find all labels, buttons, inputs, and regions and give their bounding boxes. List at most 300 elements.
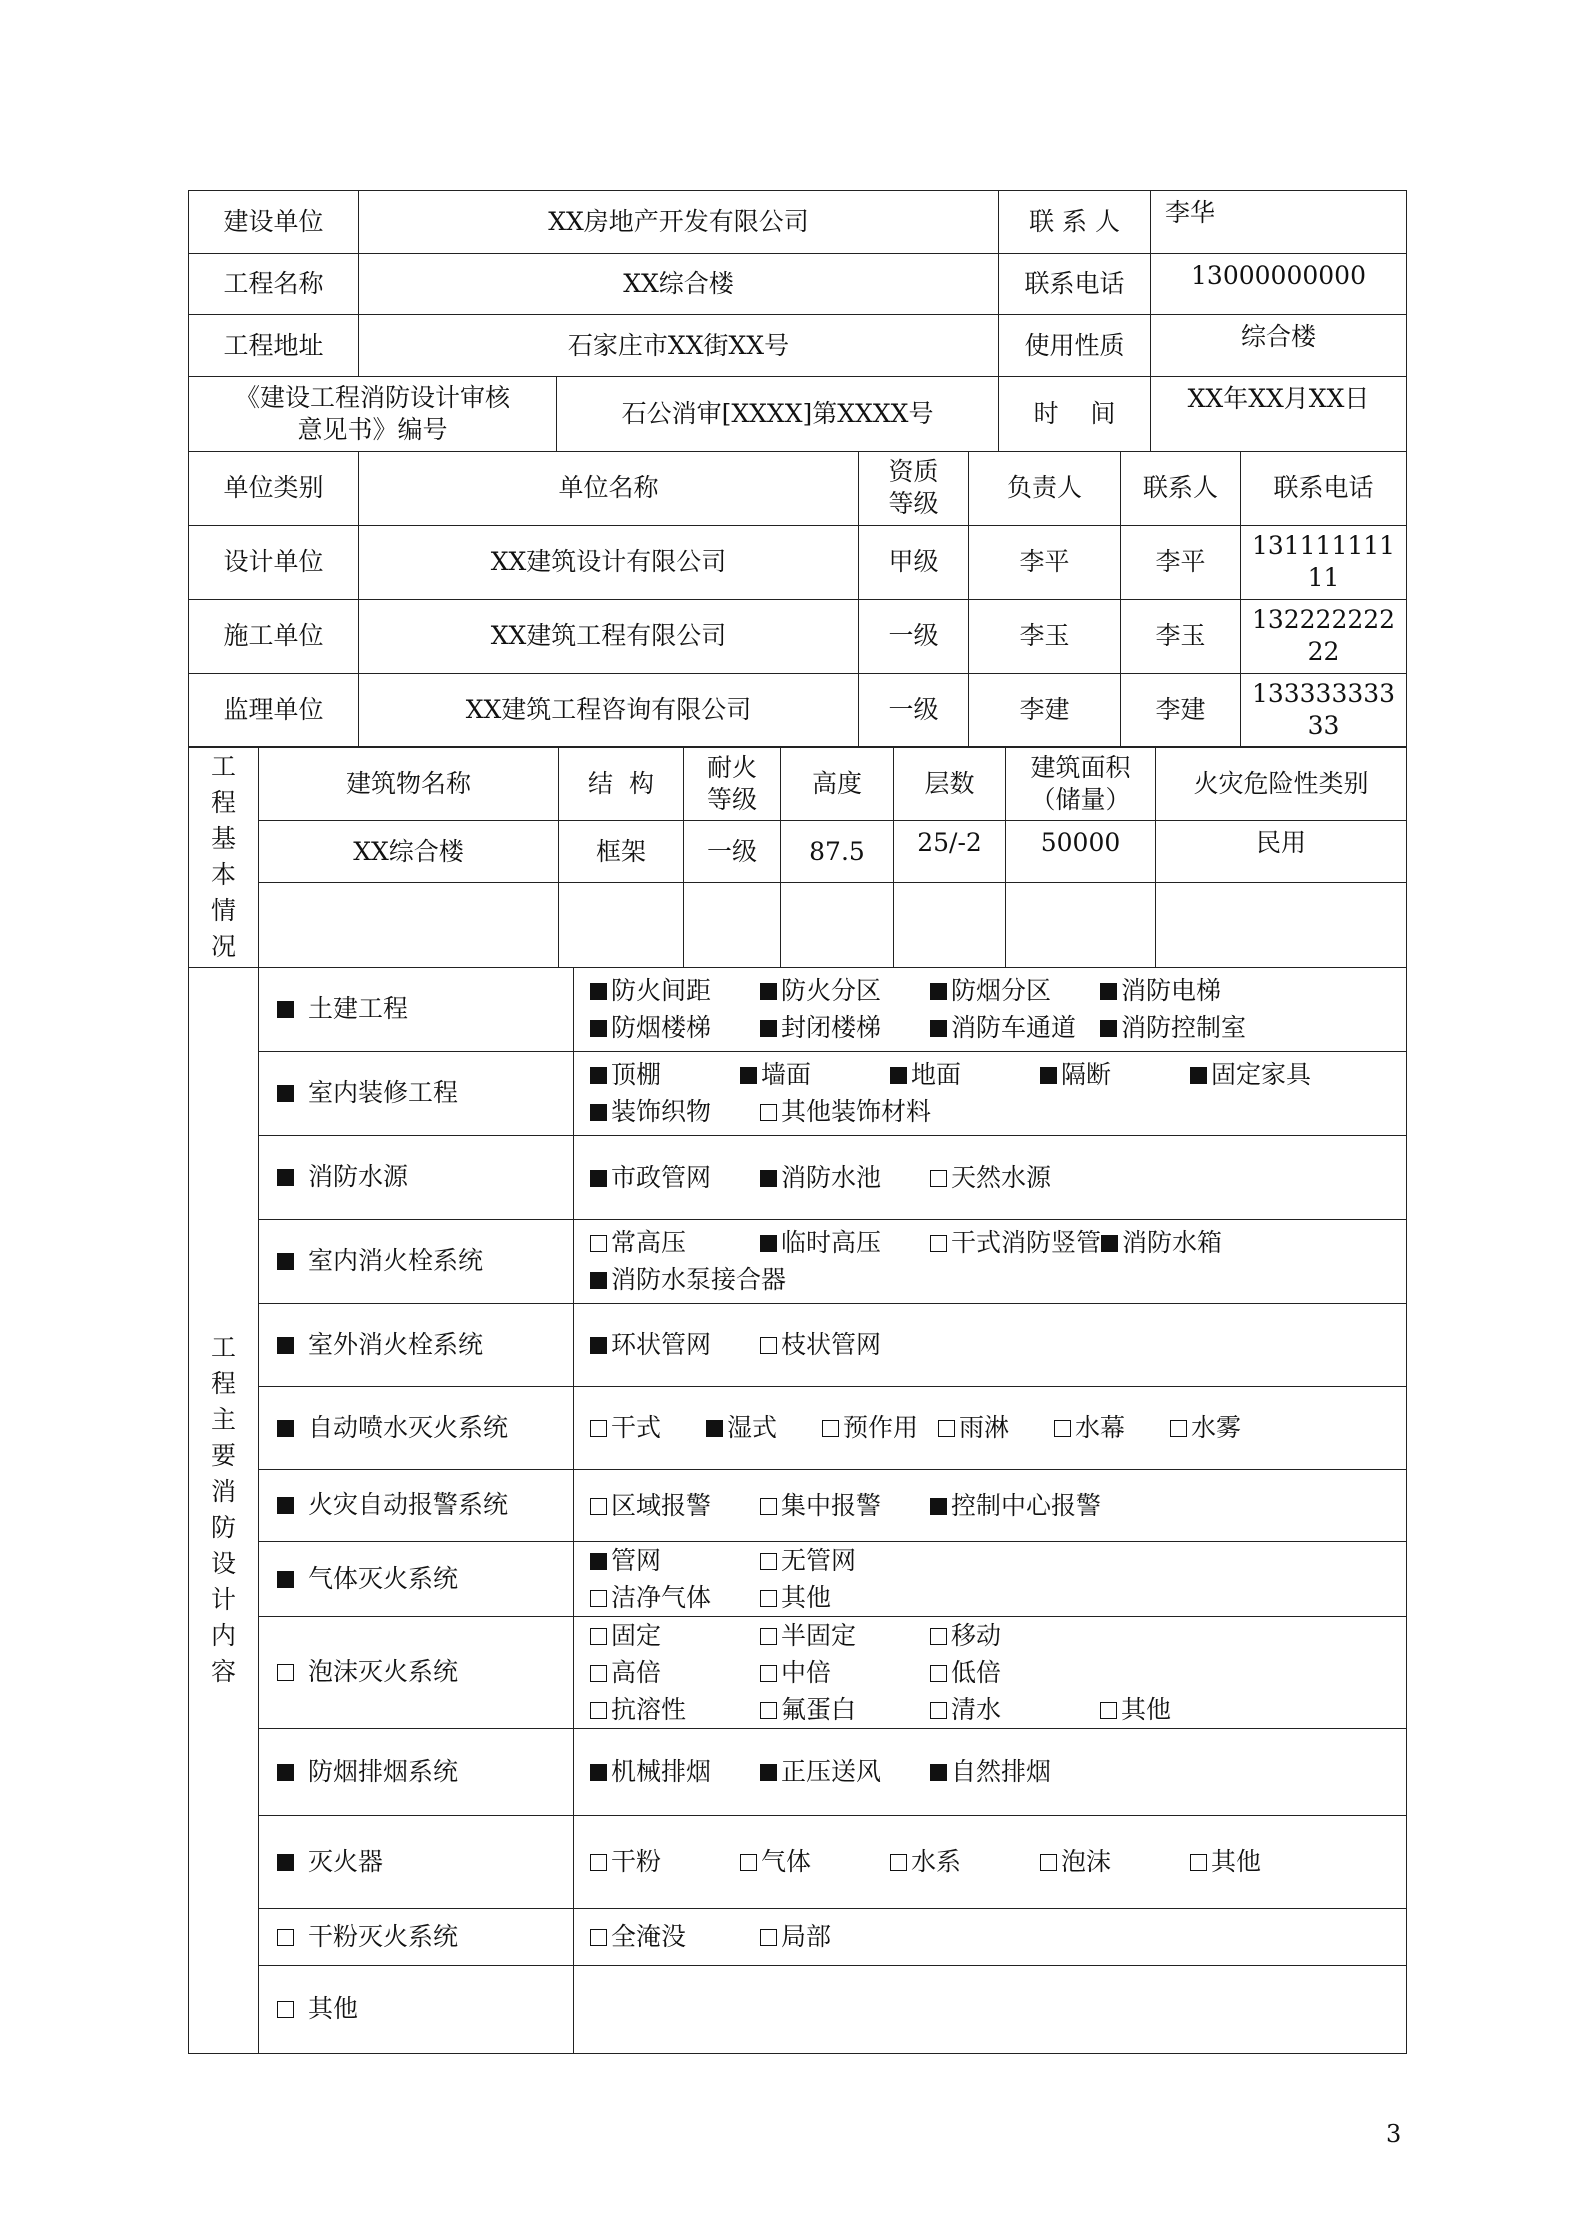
option-label: 雨淋	[959, 1413, 1010, 1442]
time-value: XX年XX月XX日	[1151, 377, 1407, 452]
option-label: 氟蛋白	[781, 1694, 857, 1724]
checked-box-icon[interactable]	[930, 1498, 947, 1515]
option-item[interactable]	[590, 972, 760, 1009]
unchecked-box-icon[interactable]	[760, 1665, 777, 1682]
option-label: 控制中心报警	[951, 1490, 1102, 1520]
design-side-char: 要	[210, 1441, 236, 1470]
unchecked-box-icon[interactable]	[760, 1104, 777, 1121]
checked-box-icon[interactable]	[277, 1420, 294, 1437]
unchecked-box-icon[interactable]	[590, 1420, 607, 1437]
option-item[interactable]	[740, 1843, 890, 1880]
design-side-char: 主	[210, 1405, 236, 1434]
system-label: 自动喷水灭火系统	[308, 1412, 509, 1442]
unit-name: XX建筑工程咨询有限公司	[359, 673, 859, 747]
empty-cell	[781, 883, 894, 968]
option-label: 其他	[1121, 1694, 1172, 1724]
option-item[interactable]	[590, 1918, 760, 1955]
building-name-value: XX综合楼	[259, 821, 559, 883]
option-item[interactable]	[938, 1409, 1054, 1446]
option-label: 干粉	[611, 1847, 662, 1876]
checked-box-icon[interactable]	[760, 1020, 777, 1037]
system-label-cell	[259, 1469, 574, 1541]
time-label: 时 间	[999, 377, 1151, 452]
checked-box-icon[interactable]	[760, 1170, 777, 1187]
opinion-label-line1: 《建设工程消防设计审核	[234, 383, 510, 412]
area-header-line2: （储量）	[1030, 784, 1131, 814]
unchecked-box-icon[interactable]	[930, 1235, 947, 1252]
design-system-row	[189, 1908, 1407, 1965]
system-label: 室外消火栓系统	[308, 1329, 484, 1359]
option-item[interactable]	[760, 1753, 930, 1790]
option-label: 气体	[761, 1847, 812, 1876]
unchecked-box-icon[interactable]	[590, 1498, 607, 1515]
design-system-row	[189, 1219, 1407, 1303]
option-item[interactable]	[760, 1542, 930, 1579]
unit-qualification: 一级	[859, 673, 969, 747]
option-item[interactable]	[1101, 1224, 1271, 1261]
checked-box-icon[interactable]	[930, 1764, 947, 1781]
option-item[interactable]	[760, 1487, 930, 1524]
structure-value: 框架	[559, 821, 684, 883]
unchecked-box-icon[interactable]	[590, 1590, 607, 1607]
option-item[interactable]	[706, 1409, 822, 1446]
design-system-row	[189, 1135, 1407, 1219]
system-label: 气体灭火系统	[308, 1563, 459, 1593]
system-options-cell	[574, 1616, 1407, 1728]
option-line	[590, 1753, 1406, 1790]
builder-value: XX房地产开发有限公司	[359, 191, 999, 254]
system-label-cell	[259, 1815, 574, 1908]
unchecked-box-icon[interactable]	[930, 1628, 947, 1645]
option-label: 泡沫	[1061, 1847, 1112, 1876]
hazard-value: 民用	[1156, 821, 1407, 883]
option-item[interactable]	[1100, 1009, 1270, 1046]
checked-box-icon[interactable]	[590, 1020, 607, 1037]
building-table	[188, 746, 1407, 968]
option-item[interactable]	[1040, 1843, 1190, 1880]
option-label: 半固定	[781, 1620, 857, 1650]
system-options-cell	[574, 1815, 1407, 1908]
option-label: 湿式	[727, 1413, 778, 1442]
option-item[interactable]	[822, 1409, 938, 1446]
page-number: 3	[1386, 2120, 1402, 2148]
unit-contact: 李玉	[1121, 599, 1241, 673]
option-label: 固定家具	[1211, 1060, 1312, 1089]
unchecked-box-icon[interactable]	[590, 1929, 607, 1946]
unchecked-box-icon[interactable]	[277, 1664, 294, 1681]
option-label: 地面	[911, 1060, 962, 1089]
option-label: 消防水池	[781, 1162, 882, 1192]
option-label: 临时高压	[781, 1228, 882, 1257]
option-label: 预作用	[843, 1413, 919, 1442]
option-item[interactable]	[930, 1009, 1100, 1046]
system-label: 土建工程	[308, 994, 409, 1023]
checked-box-icon[interactable]	[930, 1020, 947, 1037]
option-item[interactable]	[590, 1753, 760, 1790]
area-header-line1: 建筑面积	[1030, 752, 1131, 782]
option-label: 墙面	[761, 1060, 812, 1089]
fire-rating-header-line2: 等级	[706, 784, 757, 814]
unit-row	[189, 673, 1407, 747]
unchecked-box-icon[interactable]	[938, 1420, 955, 1437]
option-label: 装饰织物	[611, 1097, 712, 1126]
unchecked-box-icon[interactable]	[760, 1590, 777, 1607]
system-label-cell	[259, 1965, 574, 2053]
unit-leader: 李建	[969, 673, 1121, 747]
option-label: 其他	[781, 1582, 832, 1612]
option-item[interactable]	[590, 1056, 740, 1093]
form-sheet	[188, 190, 1406, 2043]
unit-name: XX建筑工程有限公司	[359, 599, 859, 673]
floors-value: 25/-2	[894, 821, 1006, 883]
checked-box-icon[interactable]	[277, 1337, 294, 1354]
option-line	[590, 1691, 1406, 1728]
checked-box-icon[interactable]	[590, 1104, 607, 1121]
option-item[interactable]	[590, 1409, 706, 1446]
option-item[interactable]	[1100, 1691, 1270, 1728]
option-item[interactable]	[760, 1579, 930, 1616]
option-item[interactable]	[590, 1843, 740, 1880]
unchecked-box-icon[interactable]	[590, 1665, 607, 1682]
option-item[interactable]	[930, 1617, 1100, 1654]
unchecked-box-icon[interactable]	[1040, 1854, 1057, 1871]
checked-box-icon[interactable]	[277, 1001, 294, 1018]
option-label: 顶棚	[611, 1060, 662, 1089]
option-label: 水雾	[1191, 1413, 1242, 1442]
option-item[interactable]	[760, 1009, 930, 1046]
design-system-row	[189, 1728, 1407, 1815]
unit-category: 监理单位	[189, 673, 359, 747]
basic-side-char: 基	[210, 824, 236, 853]
design-table	[188, 967, 1407, 2054]
system-label-cell	[259, 967, 574, 1051]
option-item[interactable]	[930, 1753, 1100, 1790]
checked-box-icon[interactable]	[277, 1764, 294, 1781]
option-item[interactable]	[1190, 1056, 1340, 1093]
unchecked-box-icon[interactable]	[930, 1665, 947, 1682]
system-label-cell	[259, 1908, 574, 1965]
system-label: 泡沫灭火系统	[308, 1657, 459, 1686]
option-item[interactable]	[1054, 1409, 1170, 1446]
option-label: 洁净气体	[611, 1582, 712, 1612]
option-label: 管网	[611, 1545, 662, 1575]
option-item[interactable]	[760, 1326, 930, 1363]
option-label: 市政管网	[611, 1162, 712, 1192]
unit-phone-phone-line1: 132222222	[1251, 605, 1396, 634]
option-line	[590, 1654, 1406, 1691]
option-item[interactable]	[590, 1093, 760, 1130]
option-item[interactable]	[760, 1159, 930, 1196]
option-line	[590, 1056, 1406, 1093]
option-item[interactable]	[590, 1009, 760, 1046]
system-options-cell	[574, 1135, 1407, 1219]
system-options-cell	[574, 1541, 1407, 1616]
empty-cell	[684, 883, 781, 968]
checked-box-icon[interactable]	[277, 1085, 294, 1102]
checked-box-icon[interactable]	[1100, 983, 1117, 1000]
unchecked-box-icon[interactable]	[822, 1420, 839, 1437]
option-label: 机械排烟	[611, 1757, 712, 1786]
option-line	[590, 1617, 1406, 1654]
design-system-row	[189, 1965, 1407, 2053]
qualification-header-line1: 资质	[888, 457, 939, 486]
unit-phone-phone-line1: 131111111	[1251, 531, 1396, 560]
option-item[interactable]	[760, 972, 930, 1009]
fire-rating-header-line1: 耐火	[706, 752, 757, 782]
checked-box-icon[interactable]	[740, 1067, 757, 1084]
area-value: 50000	[1006, 821, 1156, 883]
height-value: 87.5	[781, 821, 894, 883]
checked-box-icon[interactable]	[590, 1337, 607, 1354]
checked-box-icon[interactable]	[890, 1067, 907, 1084]
option-line	[590, 1487, 1406, 1524]
option-item[interactable]	[930, 1654, 1100, 1691]
option-item[interactable]	[1170, 1409, 1286, 1446]
option-label: 封闭楼梯	[781, 1013, 882, 1042]
option-item[interactable]	[1100, 972, 1270, 1009]
system-options-cell	[574, 1051, 1407, 1135]
checked-box-icon[interactable]	[706, 1420, 723, 1437]
checked-box-icon[interactable]	[760, 1764, 777, 1781]
checked-box-icon[interactable]	[930, 983, 947, 1000]
opinion-label-line2: 意见书》编号	[297, 415, 448, 444]
option-label: 消防控制室	[1121, 1013, 1247, 1042]
unit-category: 设计单位	[189, 525, 359, 599]
unchecked-box-icon[interactable]	[590, 1854, 607, 1871]
unit-phone	[1241, 599, 1407, 673]
option-label: 消防水箱	[1122, 1228, 1223, 1257]
checked-box-icon[interactable]	[1100, 1020, 1117, 1037]
option-item[interactable]	[760, 1654, 930, 1691]
checked-box-icon[interactable]	[590, 1764, 607, 1781]
option-line	[590, 1261, 1406, 1298]
option-item[interactable]	[1040, 1056, 1190, 1093]
option-label: 防火分区	[781, 976, 882, 1005]
height-header: 高度	[781, 747, 894, 821]
unit-row	[189, 525, 1407, 599]
design-side-char: 工	[210, 1333, 236, 1362]
floors-header: 层数	[894, 747, 1006, 821]
checked-box-icon[interactable]	[1040, 1067, 1057, 1084]
option-item[interactable]	[930, 972, 1100, 1009]
option-label: 其他装饰材料	[781, 1097, 932, 1126]
option-line	[590, 1093, 1406, 1130]
unchecked-box-icon[interactable]	[760, 1498, 777, 1515]
option-label: 低倍	[951, 1657, 1002, 1687]
opinion-label	[189, 377, 557, 452]
system-options-cell	[574, 1469, 1407, 1541]
unchecked-box-icon[interactable]	[760, 1929, 777, 1946]
option-line	[590, 1009, 1406, 1046]
option-label: 移动	[951, 1620, 1002, 1650]
system-options-cell	[574, 1219, 1407, 1303]
option-label: 防烟楼梯	[611, 1013, 712, 1042]
empty-cell	[559, 883, 684, 968]
checked-box-icon[interactable]	[590, 1553, 607, 1570]
option-item[interactable]	[930, 1159, 1100, 1196]
checked-box-icon[interactable]	[590, 1272, 607, 1289]
system-options-cell	[574, 1908, 1407, 1965]
empty-cell	[1156, 883, 1407, 968]
system-label: 灭火器	[308, 1846, 384, 1876]
option-line	[590, 1409, 1406, 1446]
checked-box-icon[interactable]	[590, 983, 607, 1000]
option-item[interactable]	[590, 1579, 760, 1616]
system-label-cell	[259, 1219, 574, 1303]
unit-name: XX建筑设计有限公司	[359, 525, 859, 599]
checked-box-icon[interactable]	[590, 1067, 607, 1084]
option-label: 干式消防竖管	[951, 1228, 1102, 1257]
option-item[interactable]	[930, 1487, 1101, 1524]
design-side-char: 计	[210, 1585, 236, 1614]
option-item[interactable]	[590, 1654, 760, 1691]
option-item[interactable]	[760, 1918, 930, 1955]
unchecked-box-icon[interactable]	[760, 1337, 777, 1354]
option-item[interactable]	[1190, 1843, 1340, 1880]
system-label: 室内装修工程	[308, 1078, 459, 1107]
unchecked-box-icon[interactable]	[890, 1854, 907, 1871]
option-item[interactable]	[760, 1691, 930, 1728]
checked-box-icon[interactable]	[590, 1170, 607, 1187]
basic-side-char: 情	[210, 896, 236, 925]
unit-contact: 李平	[1121, 525, 1241, 599]
option-item[interactable]	[760, 1617, 930, 1654]
option-item[interactable]	[760, 1224, 930, 1261]
option-item[interactable]	[590, 1542, 760, 1579]
option-label: 集中报警	[781, 1490, 882, 1520]
option-label: 消防车通道	[951, 1013, 1077, 1042]
empty-cell	[259, 883, 559, 968]
unchecked-box-icon[interactable]	[590, 1702, 607, 1719]
usage-label: 使用性质	[999, 315, 1151, 377]
checked-box-icon[interactable]	[277, 1571, 294, 1588]
unchecked-box-icon[interactable]	[277, 2001, 294, 2018]
unit-contact: 李建	[1121, 673, 1241, 747]
unchecked-box-icon[interactable]	[760, 1702, 777, 1719]
unchecked-box-icon[interactable]	[1190, 1854, 1207, 1871]
option-item[interactable]	[590, 1691, 760, 1728]
unit-phone-phone-line2: 22	[1307, 637, 1340, 666]
unchecked-box-icon[interactable]	[760, 1628, 777, 1645]
unit-leader: 李平	[969, 525, 1121, 599]
unit-contact-header: 联系人	[1121, 451, 1241, 525]
option-label: 固定	[611, 1620, 662, 1650]
basic-side-char: 工	[210, 752, 236, 781]
design-side-char: 消	[210, 1477, 236, 1506]
system-label-cell	[259, 1303, 574, 1386]
units-table	[188, 451, 1407, 748]
option-label: 防火间距	[611, 976, 712, 1005]
option-line	[590, 1579, 1406, 1616]
unit-phone-header: 联系电话	[1241, 451, 1407, 525]
system-label: 室内消火栓系统	[308, 1246, 484, 1275]
unchecked-box-icon[interactable]	[1054, 1420, 1071, 1437]
option-label: 抗溶性	[611, 1694, 687, 1724]
option-label: 常高压	[611, 1228, 687, 1257]
unchecked-box-icon[interactable]	[930, 1702, 947, 1719]
checked-box-icon[interactable]	[760, 983, 777, 1000]
system-label: 干粉灭火系统	[308, 1921, 459, 1951]
option-item[interactable]	[930, 1691, 1100, 1728]
unit-phone	[1241, 525, 1407, 599]
option-line	[590, 1843, 1406, 1880]
unit-phone-phone-line2: 33	[1307, 711, 1340, 740]
option-line	[590, 1326, 1406, 1363]
leader-header: 负责人	[969, 451, 1121, 525]
checked-box-icon[interactable]	[277, 1253, 294, 1270]
option-label: 中倍	[781, 1657, 832, 1687]
option-label: 自然排烟	[951, 1757, 1052, 1786]
checked-box-icon[interactable]	[277, 1169, 294, 1186]
unchecked-box-icon[interactable]	[930, 1170, 947, 1187]
checked-box-icon[interactable]	[277, 1854, 294, 1871]
unchecked-box-icon[interactable]	[590, 1235, 607, 1252]
option-item[interactable]	[590, 1159, 760, 1196]
option-item[interactable]	[890, 1843, 1040, 1880]
unchecked-box-icon[interactable]	[1100, 1702, 1117, 1719]
structure-header: 结 构	[559, 747, 684, 821]
design-system-row	[189, 1541, 1407, 1616]
system-options-cell	[574, 1386, 1407, 1469]
empty-cell	[1006, 883, 1156, 968]
option-item[interactable]	[890, 1056, 1040, 1093]
checked-box-icon[interactable]	[1101, 1235, 1118, 1252]
unchecked-box-icon[interactable]	[760, 1553, 777, 1570]
option-label: 天然水源	[951, 1162, 1052, 1192]
design-system-row	[189, 1303, 1407, 1386]
unit-phone-phone-line1: 133333333	[1251, 679, 1396, 708]
system-label: 火灾自动报警系统	[308, 1490, 509, 1519]
checked-box-icon[interactable]	[277, 1497, 294, 1514]
area-header	[1006, 747, 1156, 821]
qualification-header-line2: 等级	[888, 489, 939, 518]
option-item[interactable]	[590, 1487, 760, 1524]
system-options-cell	[574, 1303, 1407, 1386]
unit-phone	[1241, 673, 1407, 747]
option-label: 无管网	[781, 1545, 857, 1575]
checked-box-icon[interactable]	[760, 1235, 777, 1252]
option-item[interactable]	[740, 1056, 890, 1093]
unchecked-box-icon[interactable]	[590, 1628, 607, 1645]
unit-name-header: 单位名称	[359, 451, 859, 525]
option-label: 水系	[911, 1847, 962, 1876]
option-item[interactable]	[590, 1617, 760, 1654]
project-label: 工程名称	[189, 254, 359, 315]
system-label-cell	[259, 1728, 574, 1815]
project-info-table	[188, 190, 1407, 452]
option-label: 区域报警	[611, 1490, 712, 1520]
unit-category: 施工单位	[189, 599, 359, 673]
unchecked-box-icon[interactable]	[740, 1854, 757, 1871]
unit-phone-phone-line2: 11	[1307, 563, 1340, 592]
system-options-cell	[574, 967, 1407, 1051]
system-label-cell	[259, 1135, 574, 1219]
unit-leader: 李玉	[969, 599, 1121, 673]
system-options-cell	[574, 1728, 1407, 1815]
checked-box-icon[interactable]	[1190, 1067, 1207, 1084]
project-value: XX综合楼	[359, 254, 999, 315]
qualification-header	[859, 451, 969, 525]
unchecked-box-icon[interactable]	[277, 1929, 294, 1946]
option-item[interactable]	[760, 1093, 931, 1130]
option-item[interactable]	[590, 1261, 786, 1298]
option-item[interactable]	[590, 1224, 760, 1261]
option-item[interactable]	[930, 1224, 1101, 1261]
unchecked-box-icon[interactable]	[1170, 1420, 1187, 1437]
option-item[interactable]	[590, 1326, 760, 1363]
system-label-cell	[259, 1541, 574, 1616]
option-line	[590, 1918, 1406, 1955]
